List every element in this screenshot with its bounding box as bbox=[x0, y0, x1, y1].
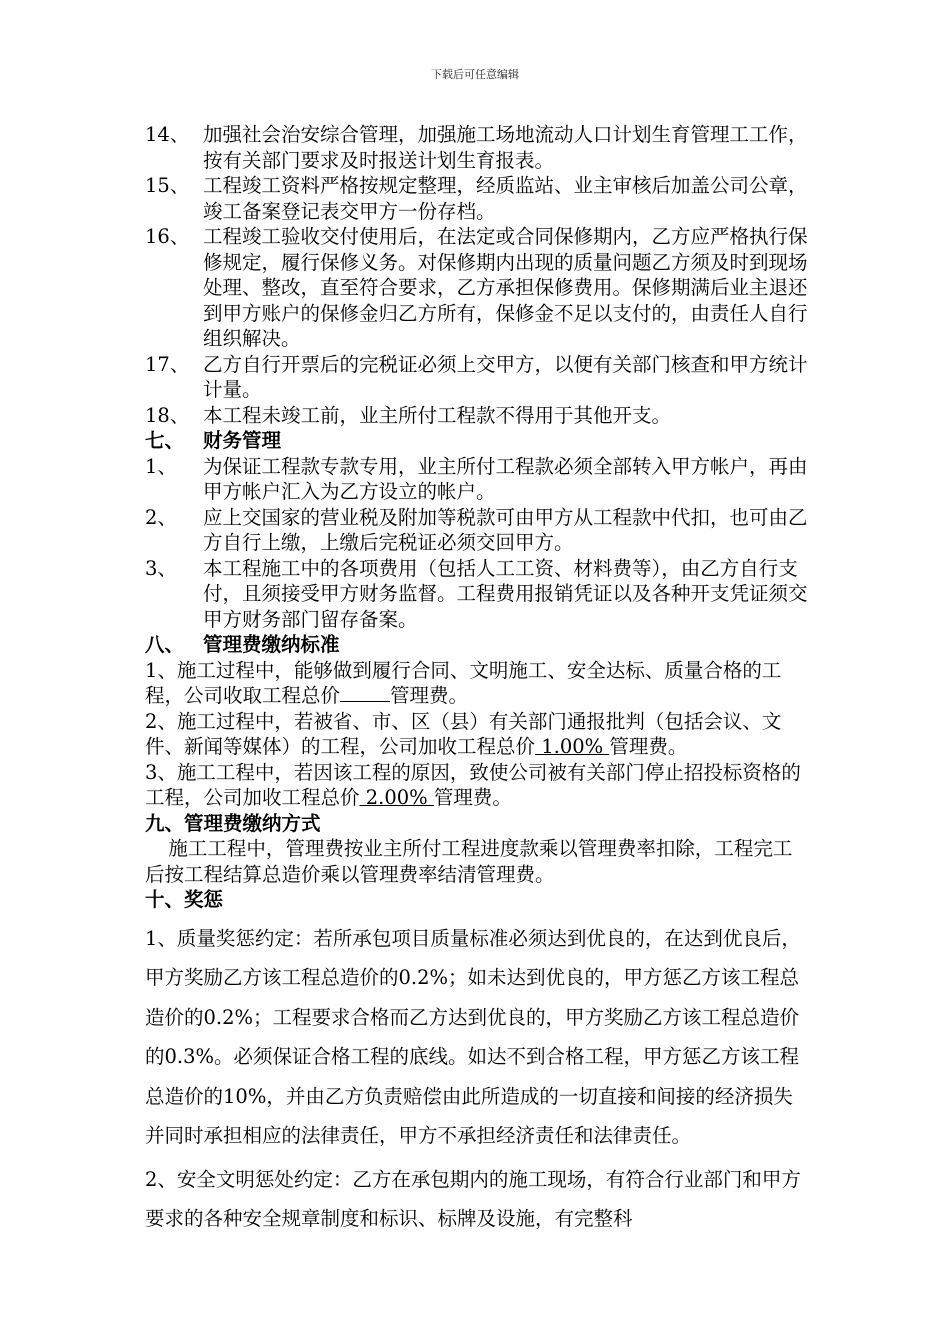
item-number: 3、 bbox=[145, 556, 177, 580]
item-text: 乙方自行开票后的完税证必须上交甲方，以便有关部门核查和甲方统计计量。 bbox=[203, 352, 808, 401]
section-heading bbox=[145, 428, 810, 454]
page-header: 下载后可任意编辑 bbox=[431, 68, 519, 81]
item-number: 1、 bbox=[145, 454, 177, 478]
item-text: 加强社会治安综合管理，加强施工场地流动人口计划生育管理工工作，按有关部门要求及时报送计划生育报表。 bbox=[203, 123, 808, 172]
fee-text: 2、施工过程中，若被省、市、区（县）有关部门通报批判（包括会议、文件、新闻等媒体）的工程，公司加收工程总价 bbox=[145, 709, 782, 758]
item-text: 本工程施工中的各项费用（包括人工工资、材料费等），由乙方自行支付，且须接受甲方财务监督。工程费用报销凭证以及各种开支凭证须交甲方财务部门留存备案。 bbox=[203, 556, 808, 631]
item-number: 15、 bbox=[145, 174, 190, 197]
fee-text: 管理费。 bbox=[433, 786, 512, 809]
fee-paragraph bbox=[145, 709, 810, 760]
fee-paragraph bbox=[145, 760, 810, 811]
fee-paragraph bbox=[145, 658, 810, 709]
reward-paragraph: 2、安全文明惩处约定：乙方在承包期内的施工现场，有符合行业部门和甲方要求的各种安全规章制度和标识、标牌及设施，有完整科 bbox=[145, 1167, 801, 1230]
list-item bbox=[145, 403, 810, 429]
list-item bbox=[145, 173, 810, 224]
list-item bbox=[145, 352, 810, 403]
item-number: 17、 bbox=[145, 352, 190, 376]
item-text: 应上交国家的营业税及附加等税款可由甲方从工程款中代扣，也可由乙方自行上缴，上缴后完税证必须交回甲方。 bbox=[203, 505, 808, 554]
section-title: 管理费缴纳标准 bbox=[203, 633, 340, 656]
fee-text: 管理费。 bbox=[390, 684, 469, 707]
item-number: 2、 bbox=[145, 505, 177, 529]
fee-rate: 1.00% bbox=[535, 735, 610, 758]
item-text: 本工程未竣工前，业主所付工程款不得用于其他开支。 bbox=[203, 403, 672, 427]
item-number: 14、 bbox=[145, 123, 190, 146]
method-paragraph: 施工工程中，管理费按业主所付工程进度款乘以管理费率扣除，工程完工后按工程结算总造价乘以管理费率结清管理费。 bbox=[145, 837, 793, 886]
section-number: 八、 bbox=[145, 633, 185, 656]
fill-blank bbox=[340, 683, 390, 702]
section-heading bbox=[145, 632, 810, 658]
fee-text: 管理费。 bbox=[609, 735, 688, 758]
list-item bbox=[145, 224, 810, 352]
list-item bbox=[145, 505, 810, 556]
list-item bbox=[145, 556, 810, 633]
list-item bbox=[145, 122, 810, 173]
list-item bbox=[145, 454, 810, 505]
section-number: 七、 bbox=[145, 429, 185, 452]
item-number: 18、 bbox=[145, 403, 190, 427]
item-text: 工程竣工验收交付使用后，在法定或合同保修期内，乙方应严格执行保修规定，履行保修义务。对保修期内出现的质量问题乙方须及时到现场处理、整改，直至符合要求，乙方承担保修费用。保修期满后业主退还到甲方账户的保修金归乙方所有，保修金不足以支付的，由责任人自行组织解决。 bbox=[203, 225, 808, 350]
fee-text: 3、施工工程中，若因该工程的原因，致使公司被有关部门停止招投标资格的工程，公司加收工程总价 bbox=[145, 760, 801, 809]
item-number: 16、 bbox=[145, 225, 190, 248]
fee-text: 1、施工过程中，能够做到履行合同、文明施工、安全达标、质量合格的工程，公司收取工程总价 bbox=[145, 658, 782, 707]
item-text: 工程竣工资料严格按规定整理，经质监站、业主审核后加盖公司公章，竣工备案登记表交甲方一份存档。 bbox=[203, 174, 808, 223]
section-title: 财务管理 bbox=[203, 429, 282, 452]
section-heading: 十、奖惩 bbox=[145, 888, 224, 911]
document-body bbox=[145, 122, 810, 1239]
reward-paragraph: 1、质量奖惩约定：若所承包项目质量标准必须达到优良的，在达到优良后，甲方奖励乙方该工程总造价的0.2%；如未达到优良的，甲方惩乙方该工程总造价的0.2%；工程要求合格而乙方达到优良的，甲方奖励乙方该工程总造价的0.3%。必须保证合格工程的底线。如达不到合格工程，甲方惩乙方该工程总造价的10%，并由乙方负责赔偿由此所造成的一切直接和间接的经济损失并同时承担相应的法律责任，甲方不承担经济责任和法律责任。 bbox=[145, 926, 801, 1147]
fee-rate: 2.00% bbox=[359, 786, 434, 809]
section-heading: 九、管理费缴纳方式 bbox=[145, 811, 321, 835]
item-text: 为保证工程款专款专用，业主所付工程款必须全部转入甲方帐户，再由甲方帐户汇入为乙方设立的帐户。 bbox=[203, 454, 808, 503]
